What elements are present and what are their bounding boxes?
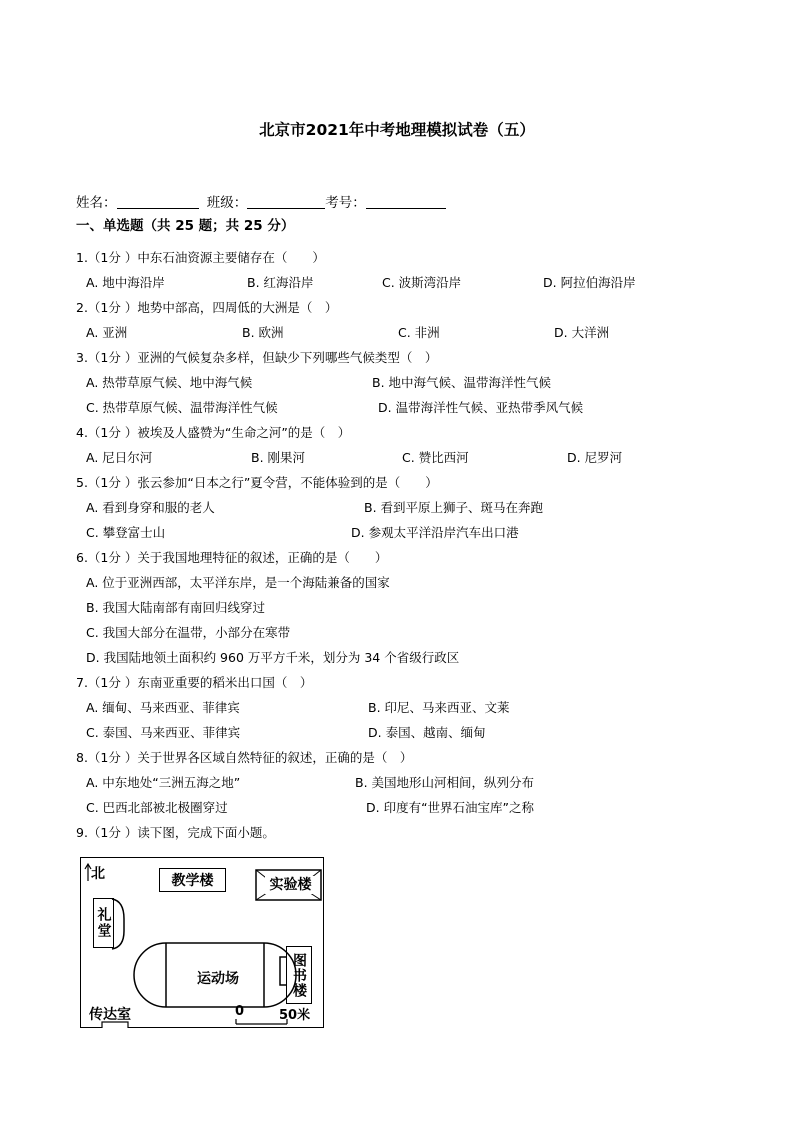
student-info xyxy=(76,191,446,211)
library-building: 图书楼 xyxy=(286,946,312,1004)
option[interactable]: C. 赞比西河 xyxy=(402,450,469,465)
section-heading: 一、单选题（共 25 题；共 25 分） xyxy=(76,218,295,234)
option[interactable]: D. 尼罗河 xyxy=(567,450,623,465)
option[interactable]: A. 尼日尔河 xyxy=(86,450,153,465)
option[interactable]: A. 位于亚洲西部，太平洋东岸，是一个海陆兼备的国家 xyxy=(86,575,390,590)
option[interactable]: B. 印尼、马来西亚、文莱 xyxy=(368,700,510,715)
option[interactable]: B. 欧洲 xyxy=(242,325,284,340)
option[interactable]: A. 热带草原气候、地中海气候 xyxy=(86,375,253,390)
option[interactable]: C. 泰国、马来西亚、菲律宾 xyxy=(86,725,241,740)
option[interactable]: C. 巴西北部被北极圈穿过 xyxy=(86,800,228,815)
page-title: 北京市2021年中考地理模拟试卷（五） xyxy=(259,121,535,139)
option[interactable]: D. 大洋洲 xyxy=(554,325,610,340)
gatehouse: 传达室 xyxy=(89,1007,131,1023)
option[interactable]: B. 看到平原上狮子、斑马在奔跑 xyxy=(364,500,544,515)
option[interactable]: A. 缅甸、马来西亚、菲律宾 xyxy=(86,700,240,715)
playground: 运动场 xyxy=(197,971,239,987)
option[interactable]: B. 地中海气候、温带海洋性气候 xyxy=(372,375,552,390)
option[interactable]: B. 我国大陆南部有南回归线穿过 xyxy=(86,600,266,615)
auditorium: 礼堂 xyxy=(93,898,114,948)
campus-map xyxy=(80,857,324,1028)
option[interactable]: C. 攀登富士山 xyxy=(86,525,166,540)
class-blank[interactable] xyxy=(247,194,325,209)
number-label: 考号： xyxy=(325,195,366,211)
question-stem: 5.（1分 ）张云参加“日本之行”夏令营，不能体验到的是（ ） xyxy=(76,475,438,490)
option[interactable]: D. 泰国、越南、缅甸 xyxy=(368,725,486,740)
lab-building: 实验楼 xyxy=(265,876,316,894)
class-label: 班级： xyxy=(206,195,248,211)
number-blank[interactable] xyxy=(366,194,446,209)
option[interactable]: D. 印度有“世界石油宝库”之称 xyxy=(366,800,535,815)
question-stem: 7.（1分 ）东南亚重要的稻米出口国（ ） xyxy=(76,675,313,690)
option[interactable]: B. 刚果河 xyxy=(251,450,306,465)
option[interactable]: C. 我国大部分在温带，小部分在寒带 xyxy=(86,625,291,640)
scale-zero: 0 xyxy=(235,1004,245,1019)
question-stem: 6.（1分 ）关于我国地理特征的叙述，正确的是（ ） xyxy=(76,550,388,565)
option[interactable]: C. 非洲 xyxy=(398,325,440,340)
question-stem: 2.（1分 ）地势中部高，四周低的大洲是（ ） xyxy=(76,300,338,315)
option[interactable]: A. 看到身穿和服的老人 xyxy=(86,500,215,515)
option[interactable]: A. 亚洲 xyxy=(86,325,128,340)
question-stem: 3.（1分 ）亚洲的气候复杂多样，但缺少下列哪些气候类型（ ） xyxy=(76,350,438,365)
question-stem: 8.（1分 ）关于世界各区域自然特征的叙述，正确的是（ ） xyxy=(76,750,413,765)
option[interactable]: B. 美国地形山河相间，纵列分布 xyxy=(355,775,535,790)
question-stem: 9.（1分 ）读下图，完成下面小题。 xyxy=(76,825,275,840)
north-label: 北 xyxy=(91,866,105,882)
name-label: 姓名： xyxy=(76,195,117,211)
option[interactable]: D. 温带海洋性气候、亚热带季风气候 xyxy=(378,400,584,415)
option[interactable]: A. 地中海沿岸 xyxy=(86,275,165,290)
teaching-building: 教学楼 xyxy=(159,868,226,892)
name-blank[interactable] xyxy=(117,194,199,209)
option[interactable]: D. 参观太平洋沿岸汽车出口港 xyxy=(351,525,519,540)
question-stem: 1.（1分 ）中东石油资源主要储存在（ ） xyxy=(76,250,325,265)
option[interactable]: A. 中东地处“三洲五海之地” xyxy=(86,775,241,790)
option[interactable]: C. 波斯湾沿岸 xyxy=(382,275,462,290)
question-stem: 4.（1分 ）被埃及人盛赞为“生命之河”的是（ ） xyxy=(76,425,351,440)
option[interactable]: D. 阿拉伯海沿岸 xyxy=(543,275,636,290)
option[interactable]: D. 我国陆地领土面积约 960 万平方千米，划分为 34 个省级行政区 xyxy=(86,650,460,665)
scale-end: 50米 xyxy=(279,1008,311,1023)
option[interactable]: C. 热带草原气候、温带海洋性气候 xyxy=(86,400,278,415)
option[interactable]: B. 红海沿岸 xyxy=(247,275,314,290)
